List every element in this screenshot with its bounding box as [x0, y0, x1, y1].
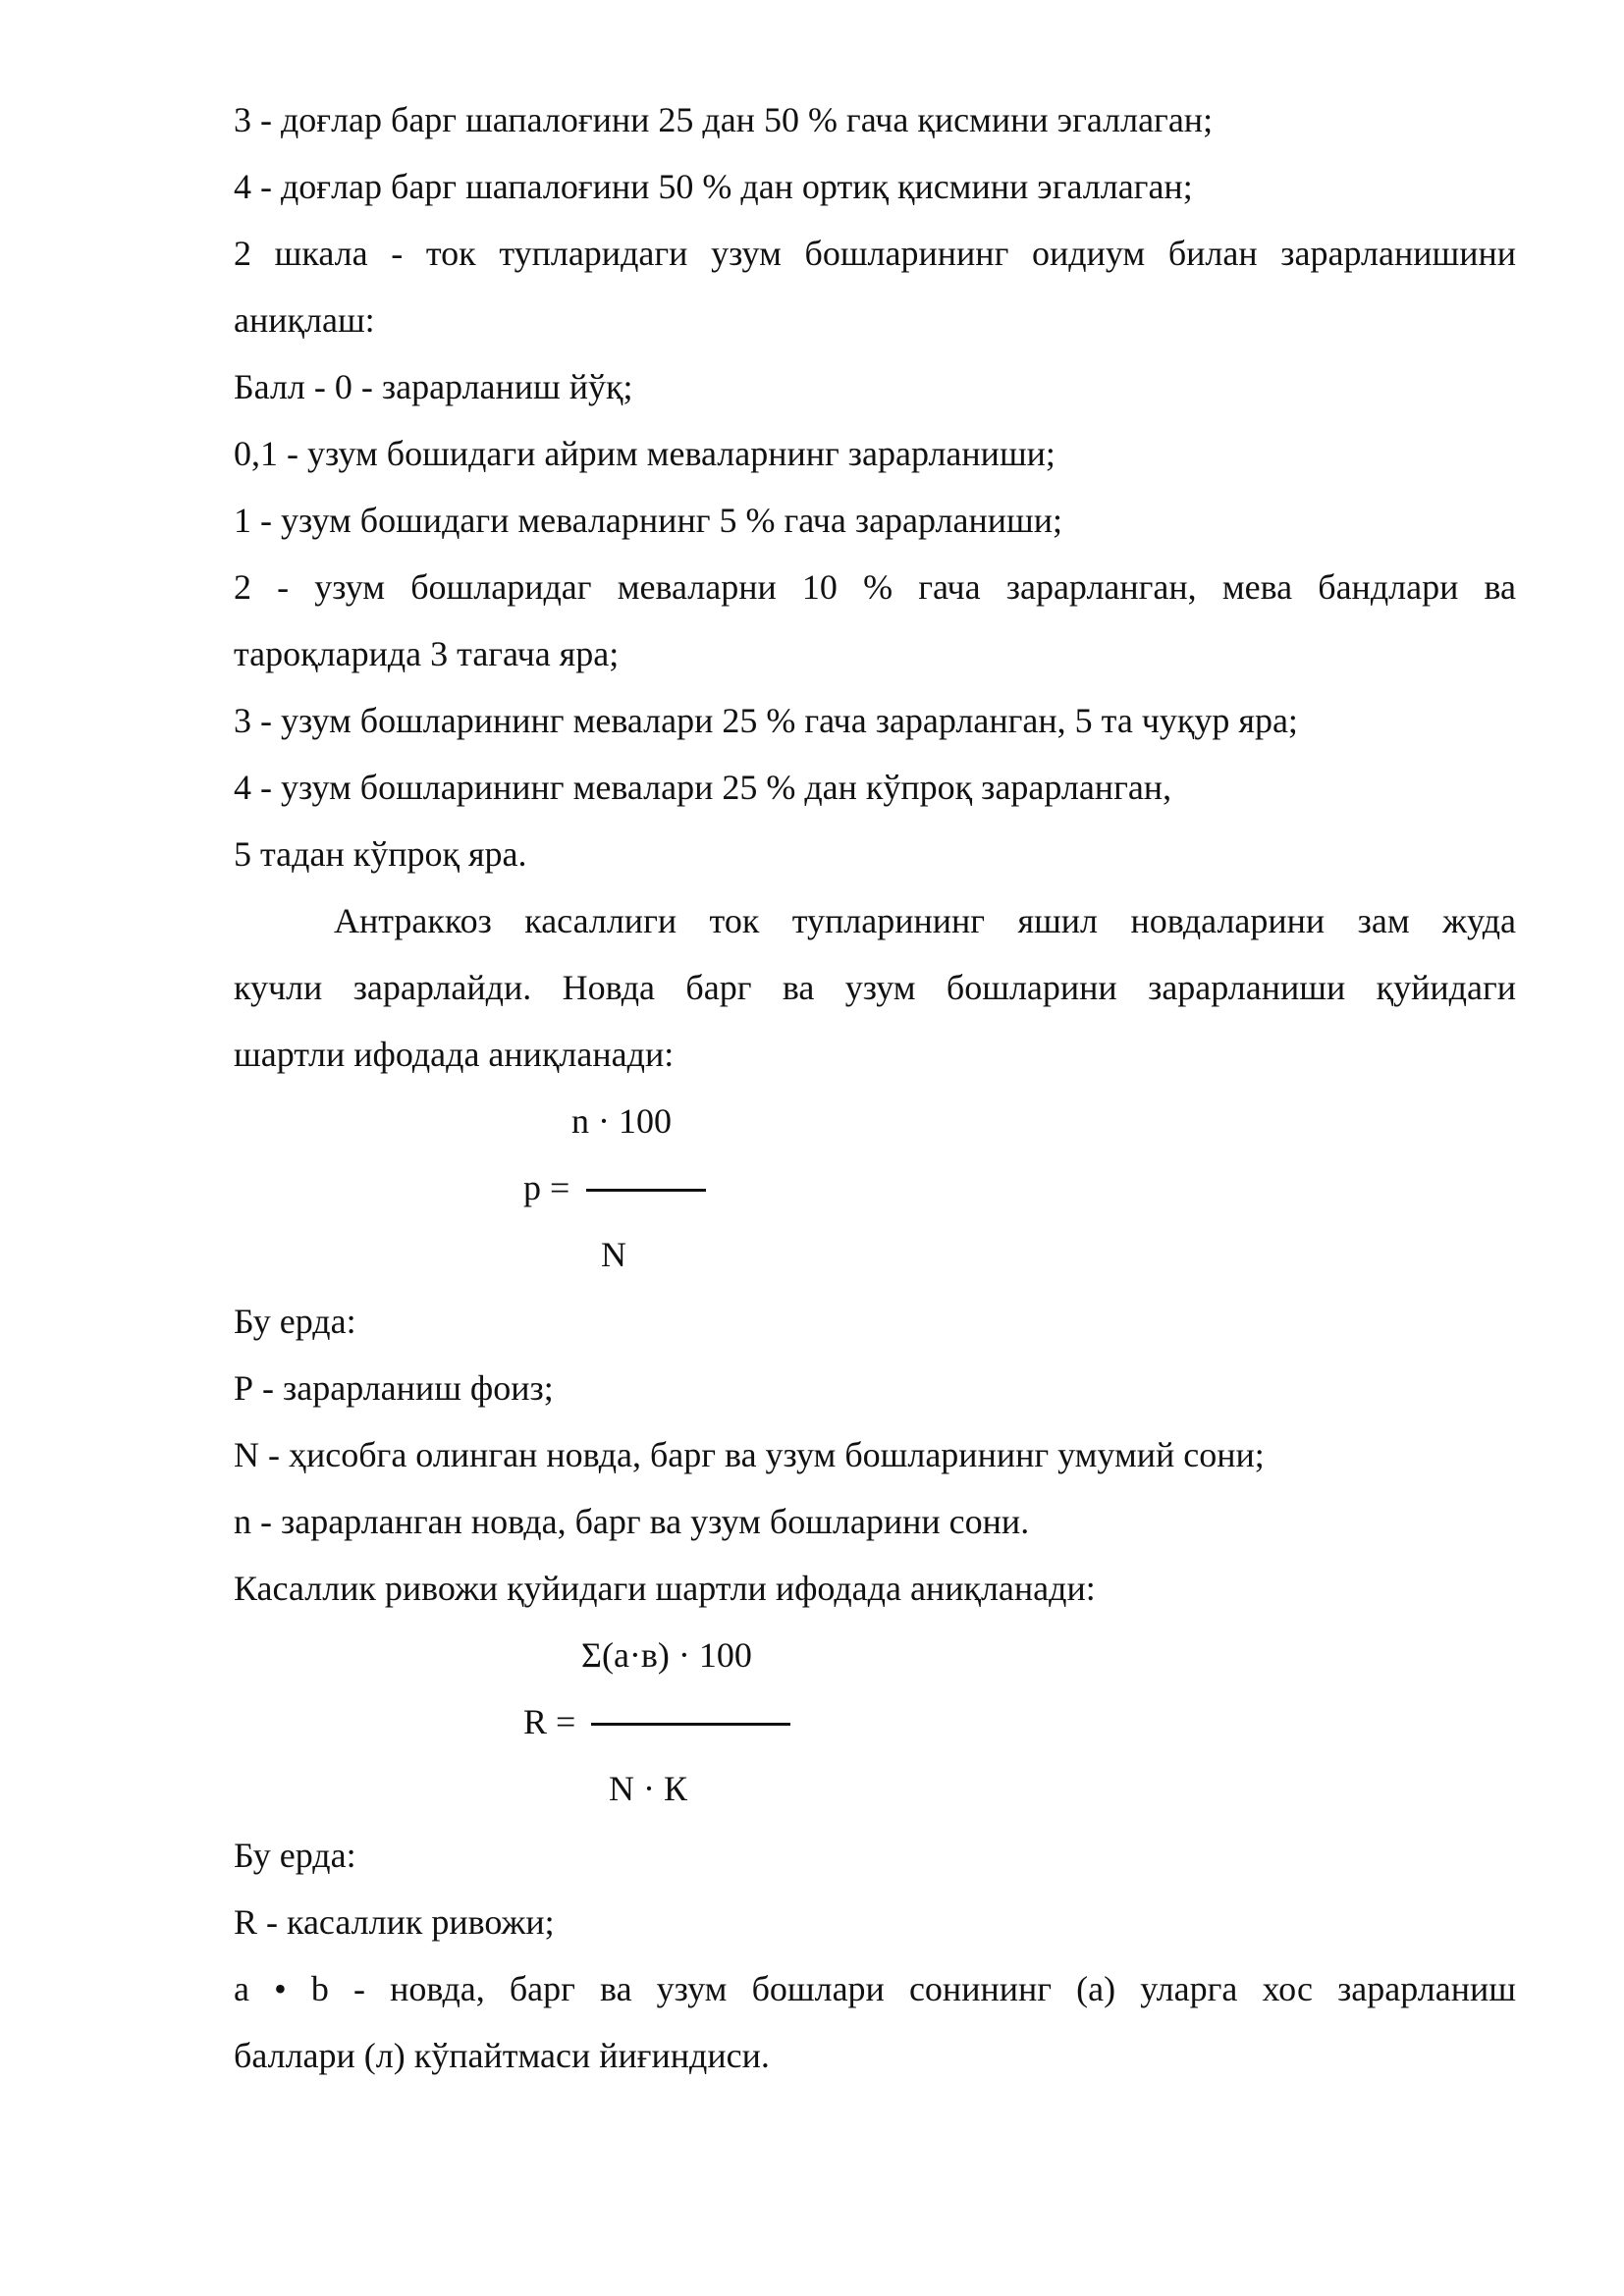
text-line: а • b - новда, барг ва узум бошлари сонининг (а) уларга хос зарарланиш [234, 1969, 1516, 2008]
text-line: Балл - 0 - зарарланиш йўқ; [234, 367, 633, 406]
text-line: Антраккоз касаллиги ток тупларининг яшил новдаларини зам жуда [334, 901, 1516, 940]
text-line: 3 - доғлар барг шапалоғини 25 дан 50 % гача қисмини эгаллаган; [234, 100, 1214, 139]
text-line: n - зарарланган новда, барг ва узум бошларини сони. [234, 1502, 1030, 1541]
formula-denominator: N · К [609, 1769, 687, 1808]
text-line: 1 - узум бошидаги меваларнинг 5 % гача зарарланиши; [234, 501, 1063, 540]
text-line: N - ҳисобга олинган новда, барг ва узум бошларининг умумий сони; [234, 1435, 1265, 1474]
formula-lhs: р = [523, 1168, 570, 1207]
text-line: R - касаллик ривожи; [234, 1902, 555, 1942]
text-line: 2 шкала - ток тупларидаги узум бошларининг оидиум билан зарарланишини [234, 234, 1516, 273]
text-line: баллари (л) кўпайтмаси йиғиндиси. [234, 2036, 770, 2075]
text-line: Р - зарарланиш фоиз; [234, 1368, 554, 1408]
formula-denominator: N [601, 1235, 626, 1274]
text-line: 3 - узум бошларининг мевалари 25 % гача зарарланган, 5 та чуқур яра; [234, 701, 1298, 740]
text-line: 0,1 - узум бошидаги айрим меваларнинг зарарланиши; [234, 434, 1056, 473]
text-line: Касаллик ривожи қуйидаги шартли ифодада аниқланади: [234, 1569, 1096, 1608]
text-line: Бу ерда: [234, 1302, 356, 1341]
formula-numerator: Σ(а·в) · 100 [581, 1635, 752, 1675]
text-line: тароқларида 3 тагача яра; [234, 634, 620, 673]
fraction-bar [591, 1723, 790, 1726]
text-line: шартли ифодада аниқланади: [234, 1035, 675, 1074]
text-line: кучли зарарлайди. Новда барг ва узум бошларини зарарланиши қуйидаги [234, 968, 1516, 1007]
text-line: 4 - узум бошларининг мевалари 25 % дан кўпроқ зарарланган, [234, 768, 1172, 807]
formula-lhs: R = [523, 1702, 576, 1741]
fraction-bar [586, 1189, 706, 1192]
text-line: 5 тадан кўпроқ яра. [234, 834, 527, 874]
text-line: Бу ерда: [234, 1836, 356, 1875]
text-line: 4 - доғлар барг шапалоғини 50 % дан ортиқ қисмини эгаллаган; [234, 167, 1193, 206]
text-line: аниқлаш: [234, 300, 375, 340]
text-line: 2 - узум бошларидаг меваларни 10 % гача зарарланган, мева бандлари ва [234, 567, 1516, 607]
formula-numerator: n · 100 [571, 1101, 672, 1141]
